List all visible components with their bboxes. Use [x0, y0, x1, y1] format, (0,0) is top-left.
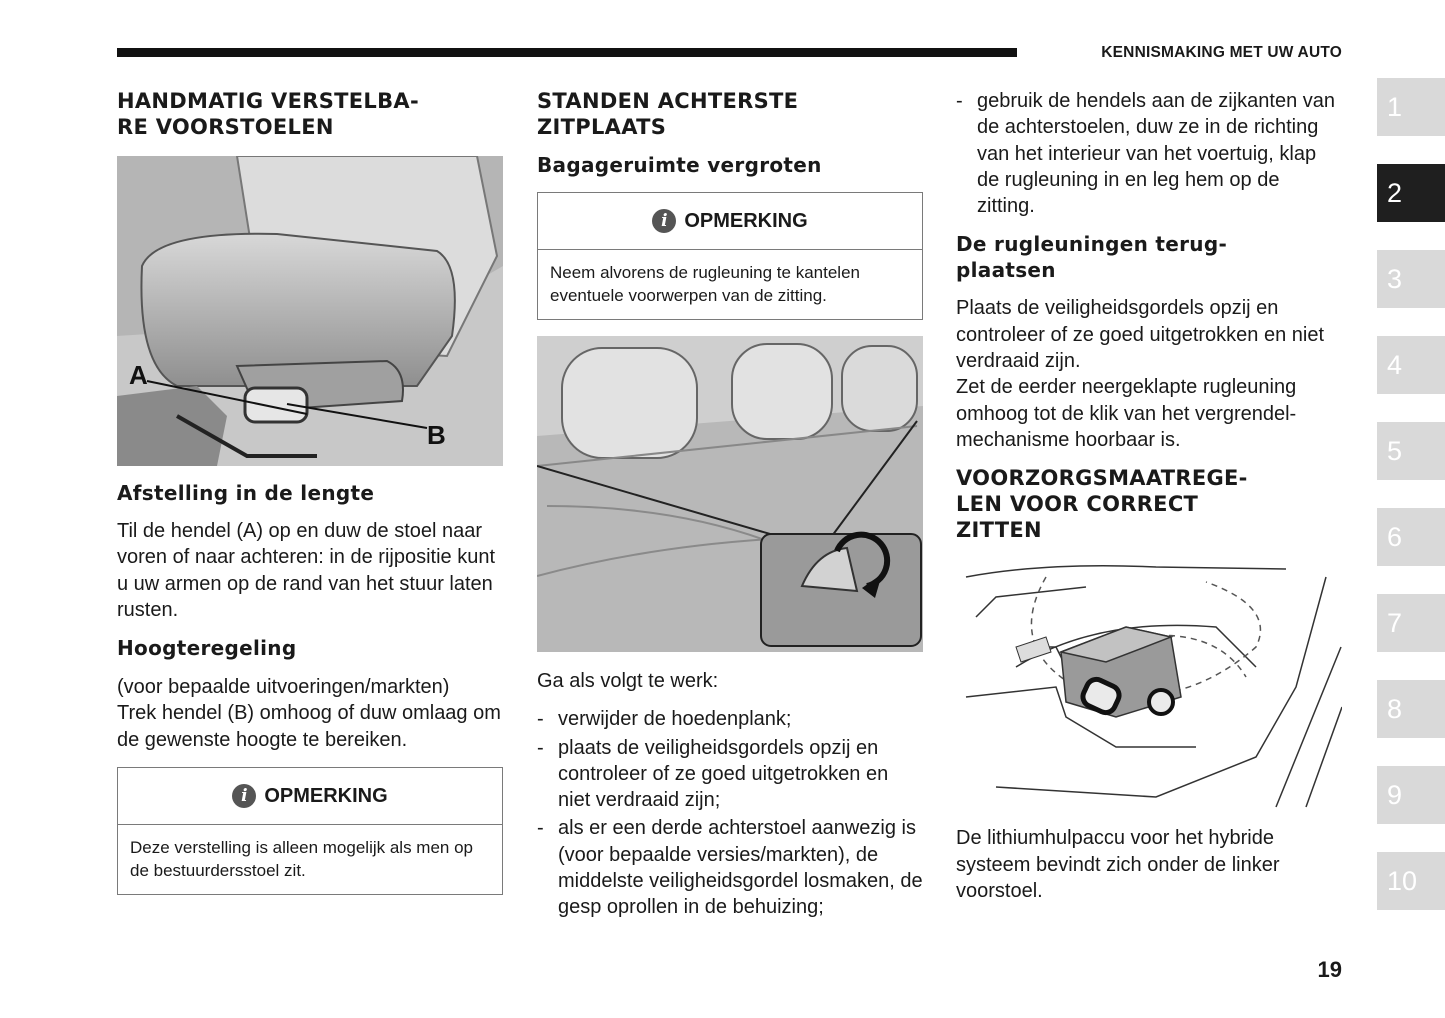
heading-line: plaatsen	[956, 258, 1056, 283]
heading-hoogte: Hoogteregeling	[117, 636, 297, 661]
page-number: 19	[1317, 957, 1342, 982]
heading-bagageruimte: Bagageruimte vergroten	[537, 153, 822, 177]
chapter-tabs	[1377, 78, 1445, 938]
front-seat-illustration	[117, 156, 503, 466]
heading-line: LEN VOOR CORRECT	[956, 492, 1199, 517]
column-2	[537, 88, 923, 923]
column-3	[956, 88, 1342, 904]
tab-8[interactable]: 8	[1377, 680, 1445, 738]
list-item: - verwijder de hoedenplank;	[537, 706, 923, 732]
paragraph-hoogte: Trek hendel (B) omhoog of duw omlaag om de gewenste hoogte te bereiken.	[117, 702, 501, 751]
note-title: OPMERKING	[684, 209, 808, 232]
paragraph-lengte: Til de hendel (A) op en duw de stoel naar voren of naar achteren: in de rijpositie kunt u uw armen op de rand van het stuur laten rusten.	[117, 520, 495, 621]
tab-9[interactable]: 9	[1377, 766, 1445, 824]
note-body: Deze verstelling is alleen mogelijk als men op de bestuurdersstoel zit.	[130, 838, 473, 881]
paragraph-accu: De lithiumhulpaccu voor het hybride systeem bevindt zich onder de linker voorstoel.	[956, 827, 1280, 902]
heading-line: ZITTEN	[956, 518, 1042, 543]
note-body: Neem alvorens de rugleuning te kantelen eventuele voorwerpen van de zitting.	[550, 263, 860, 305]
heading-line: De rugleuningen terug-	[956, 232, 1228, 257]
heading-terugplaatsen	[956, 231, 1342, 283]
rear-seat-illustration	[537, 336, 923, 652]
tab-6[interactable]: 6	[1377, 508, 1445, 566]
label-a: A	[129, 360, 148, 390]
tab-7[interactable]: 7	[1377, 594, 1445, 652]
list-item: - als er een derde achterstoel aanwezig is (voor bepaalde versies/markten), de middelste veiligheidsgordel losmaken, de gesp oprollen in de behuizing;	[537, 815, 923, 920]
paragraph-terug-2: Zet de eerder neergeklapte rugleuning omhoog tot de klik van het vergrendel-mechanisme hoorbaar is.	[956, 376, 1297, 451]
label-b: B	[427, 420, 446, 450]
note-box	[537, 192, 923, 320]
heading-handmatig	[117, 88, 503, 140]
info-icon: i	[652, 209, 676, 233]
step-list	[537, 706, 923, 920]
intro-text: Ga als volgt te werk:	[537, 670, 719, 692]
heading-voorzorg	[956, 465, 1342, 543]
heading-line: ZITPLAATS	[537, 115, 667, 139]
paragraph-hoogte-note: (voor bepaalde uitvoeringen/markten)	[117, 676, 450, 699]
header-rule	[117, 48, 1017, 57]
tab-4[interactable]: 4	[1377, 336, 1445, 394]
heading-line: RE VOORSTOELEN	[117, 115, 334, 139]
paragraph-terug-1: Plaats de veiligheidsgordels opzij en controleer of ze goed uitgetrokken en niet verdraaid zijn.	[956, 297, 1325, 373]
list-item: - gebruik de hendels aan de zijkanten van de achterstoelen, duw ze in de richting van het interieur van het voertuig, klap de rugleuning in en leg hem op de zitting.	[956, 88, 1342, 219]
heading-line: HANDMATIG VERSTELBA-	[117, 89, 419, 113]
battery-location-illustration	[956, 557, 1342, 811]
heading-line: STANDEN ACHTERSTE	[537, 89, 799, 113]
section-title: KENNISMAKING MET UW AUTO	[1101, 44, 1342, 61]
tab-2[interactable]: 2	[1377, 164, 1445, 222]
tab-10[interactable]: 10	[1377, 852, 1445, 910]
heading-lengte: Afstelling in de lengte	[117, 481, 375, 505]
step-list-continued	[956, 88, 1342, 219]
info-icon: i	[232, 784, 256, 808]
column-1	[117, 88, 503, 895]
tab-5[interactable]: 5	[1377, 422, 1445, 480]
note-title: OPMERKING	[264, 784, 388, 807]
note-header	[538, 193, 922, 250]
note-box	[117, 767, 503, 895]
tab-1[interactable]: 1	[1377, 78, 1445, 136]
tab-3[interactable]: 3	[1377, 250, 1445, 308]
list-item: - plaats de veiligheidsgordels opzij en controleer of ze goed uitgetrokken en niet verdraaid zijn;	[537, 735, 923, 814]
note-header	[118, 768, 502, 825]
heading-line: VOORZORGSMAATREGE-	[956, 466, 1248, 491]
heading-standen	[537, 88, 923, 140]
